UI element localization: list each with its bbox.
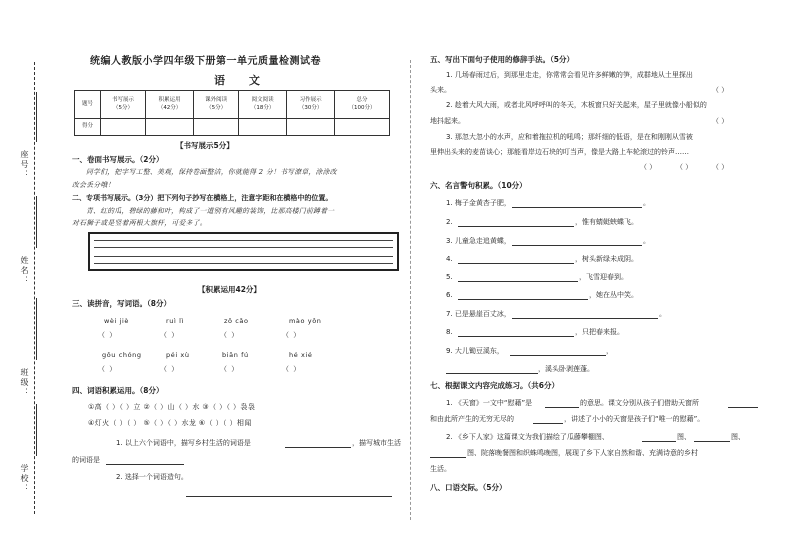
q6-blank[interactable] bbox=[458, 336, 574, 337]
q6-item-3: 3. 儿童急走追黄蝶， bbox=[446, 237, 511, 245]
name-label: 姓名： bbox=[20, 256, 29, 286]
score-cell[interactable] bbox=[146, 119, 194, 136]
q4-idioms-row2: ④灯火（ ）（ ） ⑤（ ）（ ）水龙 ⑥（ ）（ ）相闻 bbox=[88, 419, 252, 427]
copy-writing-box[interactable] bbox=[88, 232, 399, 271]
q6-blank[interactable] bbox=[458, 281, 578, 282]
score-table-col: 习作展示 （30分） bbox=[287, 91, 335, 119]
q5-3-answer[interactable]: （ ） bbox=[676, 163, 693, 171]
q6-tail: ，树头新绿未成阴。 bbox=[575, 255, 638, 263]
school-field[interactable] bbox=[36, 404, 37, 456]
q4-2-sentence-blank[interactable] bbox=[186, 496, 392, 497]
q3-title: 三、读拼音，写词语。（8分） bbox=[72, 299, 171, 308]
q4-2-prompt: 2. 选择一个词语造句。 bbox=[116, 473, 188, 481]
pinyin-item: biān fú bbox=[222, 351, 249, 359]
q7-blank[interactable] bbox=[728, 407, 758, 408]
score-table-col: 积累运用 （42分） bbox=[146, 91, 194, 119]
q6-item-1: 1. 梅子金黄杏子肥， bbox=[446, 199, 511, 207]
score-cell[interactable] bbox=[287, 119, 335, 136]
answer-parens[interactable]: （ ） bbox=[282, 331, 302, 339]
q7-2-text-c: 图、 bbox=[731, 433, 745, 441]
score-table-col: 总分 （100分） bbox=[335, 91, 390, 119]
q4-1-end: 的词语是 bbox=[72, 456, 100, 464]
q8-title: 八、口语交际。（5分） bbox=[430, 483, 507, 492]
q6-item-5: 5. bbox=[446, 273, 453, 281]
q7-blank[interactable] bbox=[533, 423, 563, 424]
q7-1-text: 1. 《天窗》一文中“慰藉”是 bbox=[446, 399, 533, 407]
pinyin-item: gǒu chóng bbox=[102, 351, 142, 359]
class-label: 班级： bbox=[20, 368, 29, 398]
writing-line bbox=[94, 256, 393, 257]
subject-title: 语 文 bbox=[214, 74, 270, 87]
q5-2-text-cont: 地抖起来。 bbox=[430, 117, 465, 125]
q6-blank[interactable] bbox=[458, 226, 574, 227]
name-field[interactable] bbox=[36, 196, 37, 248]
binding-line bbox=[34, 62, 35, 514]
q6-item-8: 8. bbox=[446, 328, 453, 336]
q1-text: 同学们，把字写工整、美观，保持卷面整洁，你就能得 2 分！书写潦草，涂涂改 bbox=[86, 168, 337, 176]
q4-1-blank-rural[interactable] bbox=[285, 447, 351, 448]
q5-3-text: 3. 那忽大忽小的水声，应和着拖拉机的吼鸣；那纤细的低语，是在和刚刚从雪被 bbox=[446, 133, 693, 141]
q7-1-text-3: ，讲述了小小的天窗是孩子们“唯一的慰藉”。 bbox=[564, 415, 705, 423]
score-table-col: 书写展示 （5分） bbox=[101, 91, 146, 119]
answer-parens[interactable]: （ ） bbox=[98, 331, 118, 339]
q6-item-9: 9. 大儿锄豆溪东， bbox=[446, 347, 504, 355]
q6-tail: ，惟有蜻蜓蛱蝶飞。 bbox=[575, 218, 638, 226]
q6-tail: 。 bbox=[643, 237, 650, 245]
answer-parens[interactable]: （ ） bbox=[160, 365, 180, 373]
q6-blank[interactable] bbox=[512, 318, 658, 319]
q6-title: 六、名言警句积累。（10分） bbox=[430, 181, 527, 190]
q7-title: 七、根据课文内容完成练习。（共6分） bbox=[430, 381, 559, 390]
seat-label: 座号： bbox=[20, 150, 29, 180]
score-table bbox=[74, 90, 390, 136]
q5-1-text: 1. 几场春雨过后，到那里走走，你常常会看见许多鲜嫩的笋，成群地从土里探出 bbox=[446, 71, 693, 79]
q6-tail: ，她在丛中笑。 bbox=[589, 291, 638, 299]
score-table-row-label: 得分 bbox=[75, 119, 101, 136]
q7-blank[interactable] bbox=[694, 441, 730, 442]
score-table-col: 阅文阅读 （18分） bbox=[239, 91, 287, 119]
answer-parens[interactable]: （ ） bbox=[98, 365, 118, 373]
answer-parens[interactable]: （ ） bbox=[282, 365, 302, 373]
q4-idioms-row1: ①高（ ）（ ）立 ②（ ）山（ ）水 ③（ ）（ ）袅袅 bbox=[88, 403, 256, 411]
q6-item-7: 7. 已是悬崖百丈冰， bbox=[446, 310, 511, 318]
q6-tail: 。 bbox=[659, 310, 666, 318]
q4-1-blank-city[interactable] bbox=[106, 464, 184, 465]
q2-passage: 青、红的瓜，碧绿的藤和叶，构成了一道别有风趣的装饰，比那高楼门前蹲着一 bbox=[86, 207, 335, 215]
q6-blank[interactable] bbox=[446, 373, 538, 374]
q2-passage-cont: 对石狮子或是竖着两根大旗杆，可爱多了。 bbox=[72, 219, 207, 227]
score-table-col: 课外阅读 （5分） bbox=[194, 91, 239, 119]
score-cell[interactable] bbox=[194, 119, 239, 136]
q7-2-text: 2. 《乡下人家》这篇课文为我们描绘了瓜藤攀棚图、 bbox=[446, 433, 609, 441]
q7-2-text-d: 图、院落晚餐图和织蛛鸣晚图，展现了乡下人家自然和谐、充满诗意的乡村 bbox=[467, 449, 698, 457]
page-title: 统编人教版小学四年级下册第一单元质量检测试卷 bbox=[90, 56, 321, 67]
school-label: 学校： bbox=[20, 464, 29, 494]
q6-blank[interactable] bbox=[512, 245, 642, 246]
q7-blank[interactable] bbox=[545, 407, 579, 408]
score-table-header-label: 题号 bbox=[75, 91, 101, 119]
writing-line bbox=[94, 240, 393, 241]
q5-3-text-cont: 里伸出头来的麦苗谈心；那能看岸边石块的叮当声，像是大路上车轮滚过的铃声…… bbox=[430, 148, 689, 156]
q7-1-text-cont: 的意思。课文分别从孩子们借助天窗所 bbox=[580, 399, 699, 407]
q7-1-text-2: 和由此所产生的无穷无尽的 bbox=[430, 415, 514, 423]
score-cell[interactable] bbox=[335, 119, 390, 136]
column-divider bbox=[410, 60, 411, 520]
answer-parens[interactable]: （ ） bbox=[220, 365, 240, 373]
pinyin-item: hé xié bbox=[289, 351, 313, 359]
pinyin-item: zǒ cǎo bbox=[224, 317, 249, 325]
q5-2-text: 2. 趁着大风大雨，或者北风呼呼叫的冬天，木板窗只好关起来，屋子里就像小船似的 bbox=[446, 101, 707, 109]
q6-blank[interactable] bbox=[458, 263, 574, 264]
writing-line bbox=[94, 247, 393, 248]
pinyin-item: ruì lì bbox=[166, 317, 184, 325]
q4-1-mid: ，描写城市生活 bbox=[352, 439, 401, 447]
q6-blank[interactable] bbox=[458, 299, 588, 300]
q6-item-6: 6. bbox=[446, 291, 453, 299]
pinyin-item: mào yǒn bbox=[289, 317, 322, 325]
part-writing-heading: 【书写展示5分】 bbox=[176, 141, 234, 150]
writing-line bbox=[94, 263, 393, 264]
q4-1-prompt: 1. 以上六个词语中，描写乡村生活的词语是 bbox=[116, 439, 251, 447]
q6-item-9-cont: ，溪头卧剥莲蓬。 bbox=[538, 365, 594, 373]
pinyin-item: wèi jiè bbox=[104, 317, 129, 325]
q5-1-text-cont: 头来。 bbox=[430, 86, 451, 94]
q6-blank[interactable] bbox=[510, 355, 606, 356]
q7-blank[interactable] bbox=[430, 457, 466, 458]
q5-1-answer[interactable]: （ ） bbox=[712, 86, 729, 94]
class-field[interactable] bbox=[36, 298, 37, 360]
part-accum-heading: 【积累运用42分】 bbox=[198, 285, 261, 294]
q6-tail: ，飞雪迎春到。 bbox=[579, 273, 628, 281]
q5-title: 五、写出下面句子使用的修辞手法。（5分） bbox=[430, 55, 574, 64]
score-cell[interactable] bbox=[239, 119, 287, 136]
q6-tail: ，只把春来报。 bbox=[575, 328, 624, 336]
pinyin-item: péi xù bbox=[166, 351, 190, 359]
q6-item-2: 2. bbox=[446, 218, 453, 226]
q7-blank[interactable] bbox=[642, 441, 676, 442]
answer-parens[interactable]: （ ） bbox=[220, 331, 240, 339]
q2-title: 二、专项书写展示。（3分）把下列句子抄写在横格上，注意字距和在横格中的位置。 bbox=[72, 194, 333, 202]
score-cell[interactable] bbox=[101, 119, 146, 136]
q5-2-answer[interactable]: （ ） bbox=[712, 117, 729, 125]
seat-field[interactable] bbox=[36, 92, 37, 142]
q4-title: 四、词语积累运用。（8分） bbox=[72, 386, 164, 395]
q6-tail: ， bbox=[606, 347, 613, 355]
q6-item-4: 4. bbox=[446, 255, 453, 263]
q6-blank[interactable] bbox=[512, 207, 642, 208]
q5-3-answer[interactable]: （ ） bbox=[712, 163, 729, 171]
q1-text-cont: 改会丢分哦！ bbox=[72, 181, 115, 189]
q7-2-text-e: 生活。 bbox=[430, 465, 451, 473]
q1-title: 一、卷面书写展示。（2分） bbox=[72, 155, 164, 164]
answer-parens[interactable]: （ ） bbox=[160, 331, 180, 339]
q7-2-text-b: 图、 bbox=[677, 433, 691, 441]
q5-3-answer[interactable]: （ ） bbox=[640, 163, 657, 171]
q6-tail: 。 bbox=[643, 199, 650, 207]
